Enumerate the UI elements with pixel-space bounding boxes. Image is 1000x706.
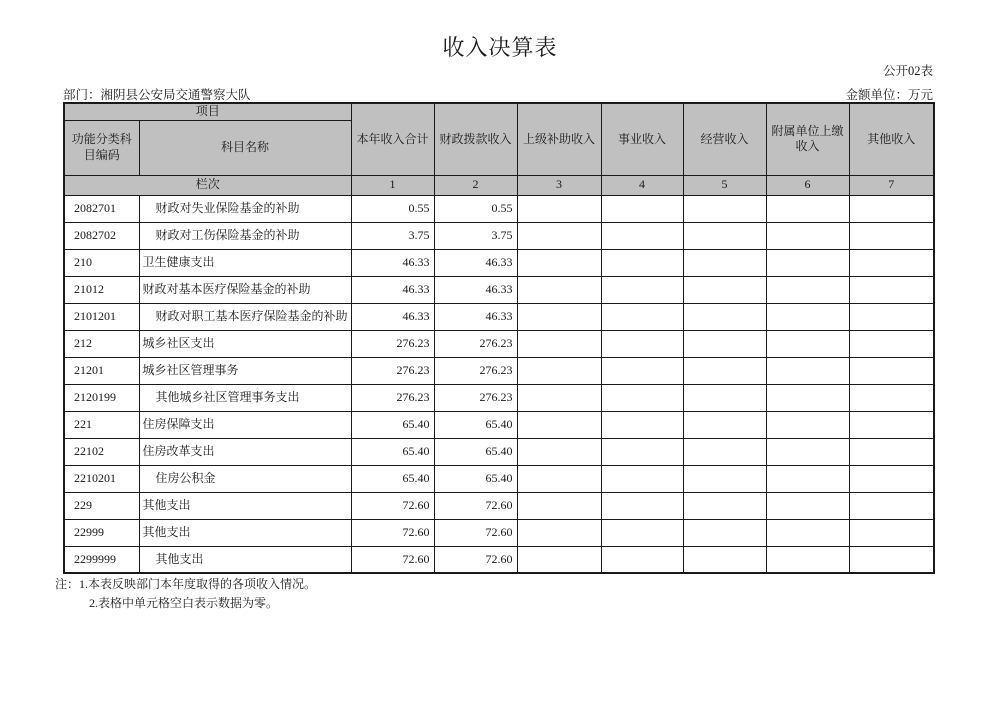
value-cell — [601, 303, 683, 330]
name-cell: 财政对职工基本医疗保险基金的补助 — [139, 303, 351, 330]
value-cell — [766, 384, 849, 411]
table-row — [64, 465, 934, 492]
table-row — [64, 249, 934, 276]
value-cell — [601, 195, 683, 222]
column-header-fiscal: 财政拨款收入 — [434, 103, 517, 175]
value-cell — [849, 330, 934, 357]
value-cell — [766, 465, 849, 492]
name-cell: 住房保障支出 — [139, 411, 351, 438]
value-cell — [766, 303, 849, 330]
code-cell: 2210201 — [64, 465, 139, 492]
code-cell: 22999 — [64, 519, 139, 546]
value-cell: 65.40 — [351, 411, 434, 438]
value-cell — [849, 357, 934, 384]
value-cell: 46.33 — [434, 249, 517, 276]
column-number-cell: 5 — [683, 175, 766, 195]
name-cell: 住房公积金 — [139, 465, 351, 492]
value-cell — [766, 195, 849, 222]
page-title: 收入决算表 — [442, 35, 558, 60]
meta-row — [63, 85, 933, 103]
value-cell — [849, 519, 934, 546]
column-header-operating: 经营收入 — [683, 103, 766, 175]
value-cell — [683, 546, 766, 573]
code-cell: 212 — [64, 330, 139, 357]
code-cell: 221 — [64, 411, 139, 438]
value-cell — [849, 411, 934, 438]
value-cell: 65.40 — [351, 438, 434, 465]
name-column-header: 科目名称 — [139, 120, 351, 175]
value-cell — [517, 492, 601, 519]
value-cell: 276.23 — [434, 357, 517, 384]
value-cell — [517, 465, 601, 492]
column-header-other: 其他收入 — [849, 103, 934, 175]
value-cell — [601, 465, 683, 492]
code-cell: 2082702 — [64, 222, 139, 249]
value-cell: 72.60 — [351, 546, 434, 573]
column-header-total: 本年收入合计 — [351, 103, 434, 175]
value-cell — [683, 519, 766, 546]
table-row — [64, 411, 934, 438]
value-cell: 276.23 — [351, 384, 434, 411]
name-cell: 卫生健康支出 — [139, 249, 351, 276]
note-line-1: 注：1.本表反映部门本年度取得的各项收入情况。 — [55, 577, 317, 591]
value-cell — [766, 411, 849, 438]
value-cell — [683, 465, 766, 492]
value-cell — [517, 330, 601, 357]
table-row — [64, 492, 934, 519]
value-cell: 72.60 — [351, 519, 434, 546]
code-cell: 22102 — [64, 438, 139, 465]
value-cell — [601, 411, 683, 438]
code-cell: 2101201 — [64, 303, 139, 330]
income-table — [63, 102, 935, 574]
column-header-affiliated: 附属单位上缴收入 — [766, 103, 849, 175]
table-row — [64, 330, 934, 357]
column-header-superior: 上级补助收入 — [517, 103, 601, 175]
value-cell: 72.60 — [434, 492, 517, 519]
table-row — [64, 519, 934, 546]
value-cell — [517, 519, 601, 546]
code-cell: 21012 — [64, 276, 139, 303]
value-cell — [517, 411, 601, 438]
value-cell — [683, 222, 766, 249]
value-cell — [601, 384, 683, 411]
value-cell — [766, 222, 849, 249]
code-cell: 2120199 — [64, 384, 139, 411]
value-cell — [683, 303, 766, 330]
department-label: 部门：湘阴县公安局交通警察大队 — [63, 88, 251, 102]
name-cell: 其他支出 — [139, 546, 351, 573]
code-cell: 210 — [64, 249, 139, 276]
value-cell — [517, 303, 601, 330]
value-cell — [601, 357, 683, 384]
name-cell: 其他城乡社区管理事务支出 — [139, 384, 351, 411]
name-cell: 财政对失业保险基金的补助 — [139, 195, 351, 222]
code-cell: 2082701 — [64, 195, 139, 222]
value-cell: 72.60 — [434, 546, 517, 573]
name-cell: 财政对基本医疗保险基金的补助 — [139, 276, 351, 303]
table-row — [64, 546, 934, 573]
value-cell — [517, 546, 601, 573]
value-cell: 3.75 — [434, 222, 517, 249]
value-cell: 46.33 — [351, 276, 434, 303]
value-cell — [683, 384, 766, 411]
value-cell — [849, 546, 934, 573]
value-cell: 46.33 — [434, 303, 517, 330]
value-cell — [849, 465, 934, 492]
name-cell: 住房改革支出 — [139, 438, 351, 465]
value-cell — [766, 492, 849, 519]
column-header-business: 事业收入 — [601, 103, 683, 175]
value-cell: 72.60 — [434, 519, 517, 546]
value-cell: 276.23 — [434, 384, 517, 411]
value-cell: 0.55 — [351, 195, 434, 222]
value-cell: 65.40 — [351, 465, 434, 492]
value-cell: 65.40 — [434, 411, 517, 438]
value-cell — [601, 546, 683, 573]
code-cell: 2299999 — [64, 546, 139, 573]
value-cell — [849, 492, 934, 519]
value-cell — [517, 384, 601, 411]
value-cell — [766, 276, 849, 303]
unit-label: 金额单位：万元 — [845, 88, 933, 102]
column-number-cell: 1 — [351, 175, 434, 195]
column-number-cell: 3 — [517, 175, 601, 195]
column-number-cell: 4 — [601, 175, 683, 195]
value-cell — [683, 438, 766, 465]
table-row — [64, 303, 934, 330]
value-cell: 276.23 — [351, 330, 434, 357]
value-cell — [849, 438, 934, 465]
column-number-cell: 7 — [849, 175, 934, 195]
value-cell: 72.60 — [351, 492, 434, 519]
value-cell — [766, 330, 849, 357]
value-cell — [849, 195, 934, 222]
value-cell — [517, 438, 601, 465]
table-row — [64, 276, 934, 303]
value-cell — [601, 519, 683, 546]
value-cell: 46.33 — [434, 276, 517, 303]
notes — [55, 575, 755, 613]
value-cell — [683, 357, 766, 384]
value-cell — [517, 276, 601, 303]
column-number-cell: 2 — [434, 175, 517, 195]
value-cell — [601, 330, 683, 357]
value-cell — [683, 411, 766, 438]
table-code-label: 公开02表 — [882, 64, 933, 78]
column-number-cell: 6 — [766, 175, 849, 195]
value-cell — [517, 222, 601, 249]
value-cell — [766, 438, 849, 465]
value-cell: 46.33 — [351, 249, 434, 276]
value-cell — [601, 492, 683, 519]
value-cell — [849, 249, 934, 276]
value-cell: 46.33 — [351, 303, 434, 330]
name-cell: 其他支出 — [139, 519, 351, 546]
value-cell — [601, 438, 683, 465]
value-cell — [601, 276, 683, 303]
value-cell — [766, 519, 849, 546]
name-cell: 城乡社区管理事务 — [139, 357, 351, 384]
name-cell: 城乡社区支出 — [139, 330, 351, 357]
code-cell: 21201 — [64, 357, 139, 384]
name-cell: 其他支出 — [139, 492, 351, 519]
note-line-2: 2.表格中单元格空白表示数据为零。 — [89, 596, 279, 610]
table-body — [64, 195, 934, 573]
value-cell — [849, 222, 934, 249]
value-cell — [683, 276, 766, 303]
project-group-header: 项目 — [64, 103, 351, 120]
value-cell — [517, 357, 601, 384]
value-cell — [849, 276, 934, 303]
table-row — [64, 195, 934, 222]
table-row — [64, 438, 934, 465]
value-cell — [601, 222, 683, 249]
code-column-header: 功能分类科目编码 — [64, 120, 139, 175]
lanci-label-cell: 栏次 — [64, 175, 351, 195]
value-cell — [766, 249, 849, 276]
name-cell: 财政对工伤保险基金的补助 — [139, 222, 351, 249]
value-cell: 3.75 — [351, 222, 434, 249]
value-cell — [601, 249, 683, 276]
value-cell — [683, 249, 766, 276]
value-cell — [517, 195, 601, 222]
value-cell — [766, 546, 849, 573]
value-cell — [683, 195, 766, 222]
value-cell: 276.23 — [351, 357, 434, 384]
value-cell: 0.55 — [434, 195, 517, 222]
value-cell — [683, 330, 766, 357]
value-cell: 65.40 — [434, 438, 517, 465]
value-cell — [849, 384, 934, 411]
table-row — [64, 222, 934, 249]
value-cell — [766, 357, 849, 384]
code-cell: 229 — [64, 492, 139, 519]
value-cell — [683, 492, 766, 519]
value-cell — [849, 303, 934, 330]
value-cell: 65.40 — [434, 465, 517, 492]
value-cell — [517, 249, 601, 276]
table-row — [64, 357, 934, 384]
table-row — [64, 384, 934, 411]
value-cell: 276.23 — [434, 330, 517, 357]
